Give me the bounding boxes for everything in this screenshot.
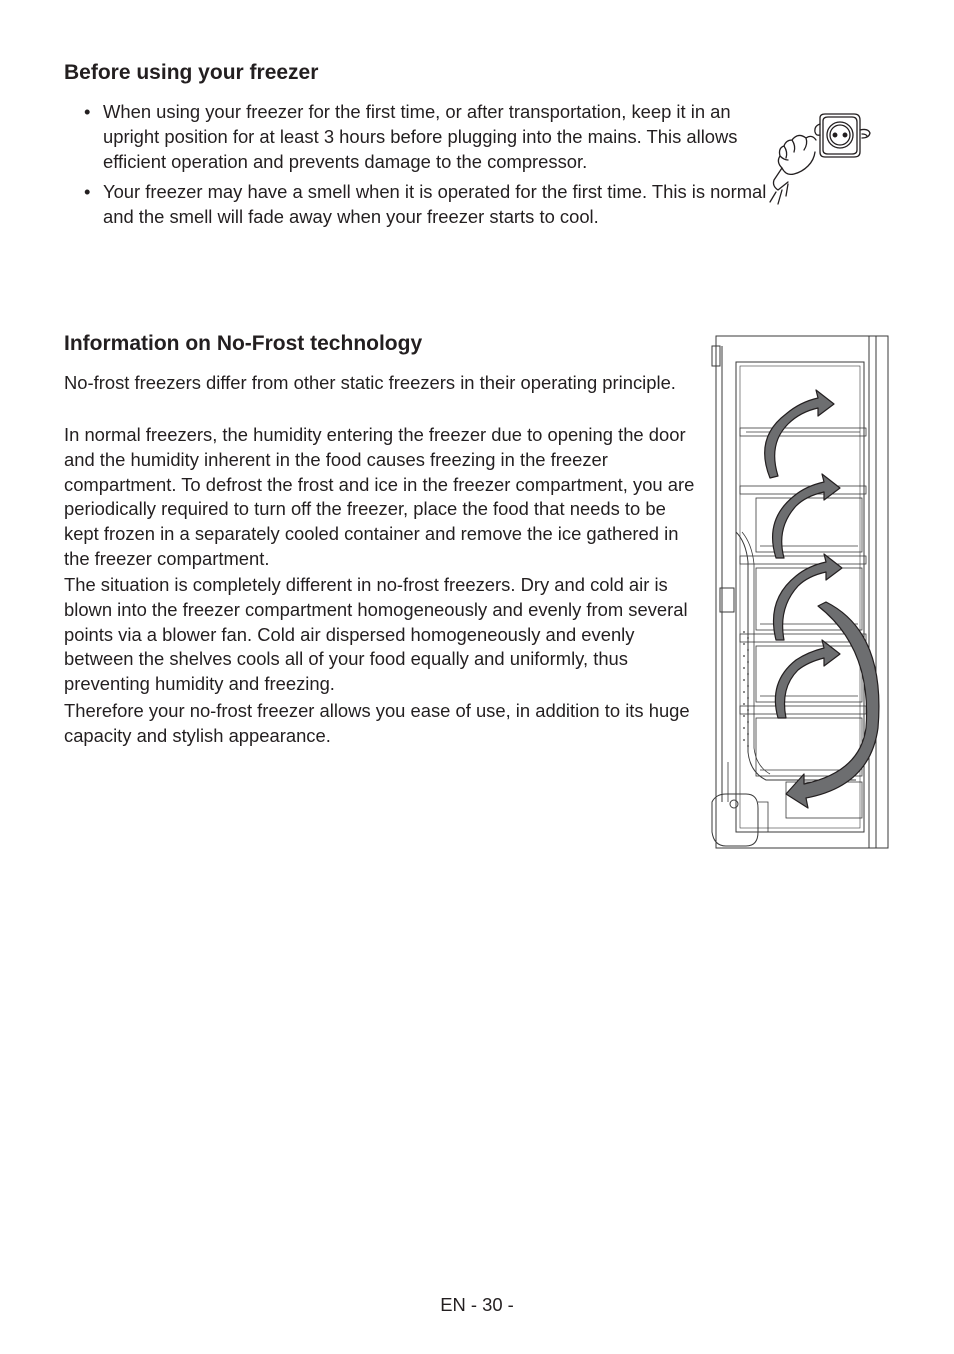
paragraph: No-frost freezers differ from other static freezers in their operating principle. <box>64 372 676 393</box>
bullet-dot: • <box>84 101 91 122</box>
bullet-text: Your freezer may have a smell when it is operated for the first time. This is normal and the smell will fade away when your freezer starts to cool. <box>103 181 767 228</box>
paragraph: Therefore your no-frost freezer allows you ease of use, in addition to its huge capacity and stylish appearance. <box>64 700 690 746</box>
page-number: EN - 30 - <box>440 1294 514 1315</box>
freezer-airflow-diagram-icon <box>706 332 892 852</box>
bullet-item <box>84 100 774 174</box>
before-using-bullet-list <box>84 100 774 236</box>
section-heading-before-using: Before using your freezer <box>64 61 319 84</box>
section-heading-no-frost: Information on No-Frost technology <box>64 332 423 355</box>
paragraph: The situation is completely different in no-frost freezers. Dry and cold air is blown into the freezer compartment homogeneously and evenly from several points via a blower fan. Cold air dispersed homogeneously and evenly between the shelves cools all of your food equally and uniformly, thus preventing humidity and freezing. <box>64 574 688 695</box>
bullet-dot: • <box>84 181 91 203</box>
hand-plug-socket-icon <box>768 110 874 206</box>
bullet-text: When using your freezer for the first time, or after transportation, keep it in an upright position for at least 3 hours before plugging into the mains. This allows efficient operation and prevents damage to the compressor. <box>103 101 738 172</box>
paragraph: In normal freezers, the humidity entering the freezer due to opening the door and the humidity inherent in the food causes freezing in the freezer compartment. To defrost the frost and ice in the freezer compartment, you are periodically required to turn off the freezer, place the food that needs to be kept frozen in a separately cooled container and remove the ice gathered in the freezer compartment. <box>64 424 695 569</box>
bullet-item <box>84 180 774 230</box>
